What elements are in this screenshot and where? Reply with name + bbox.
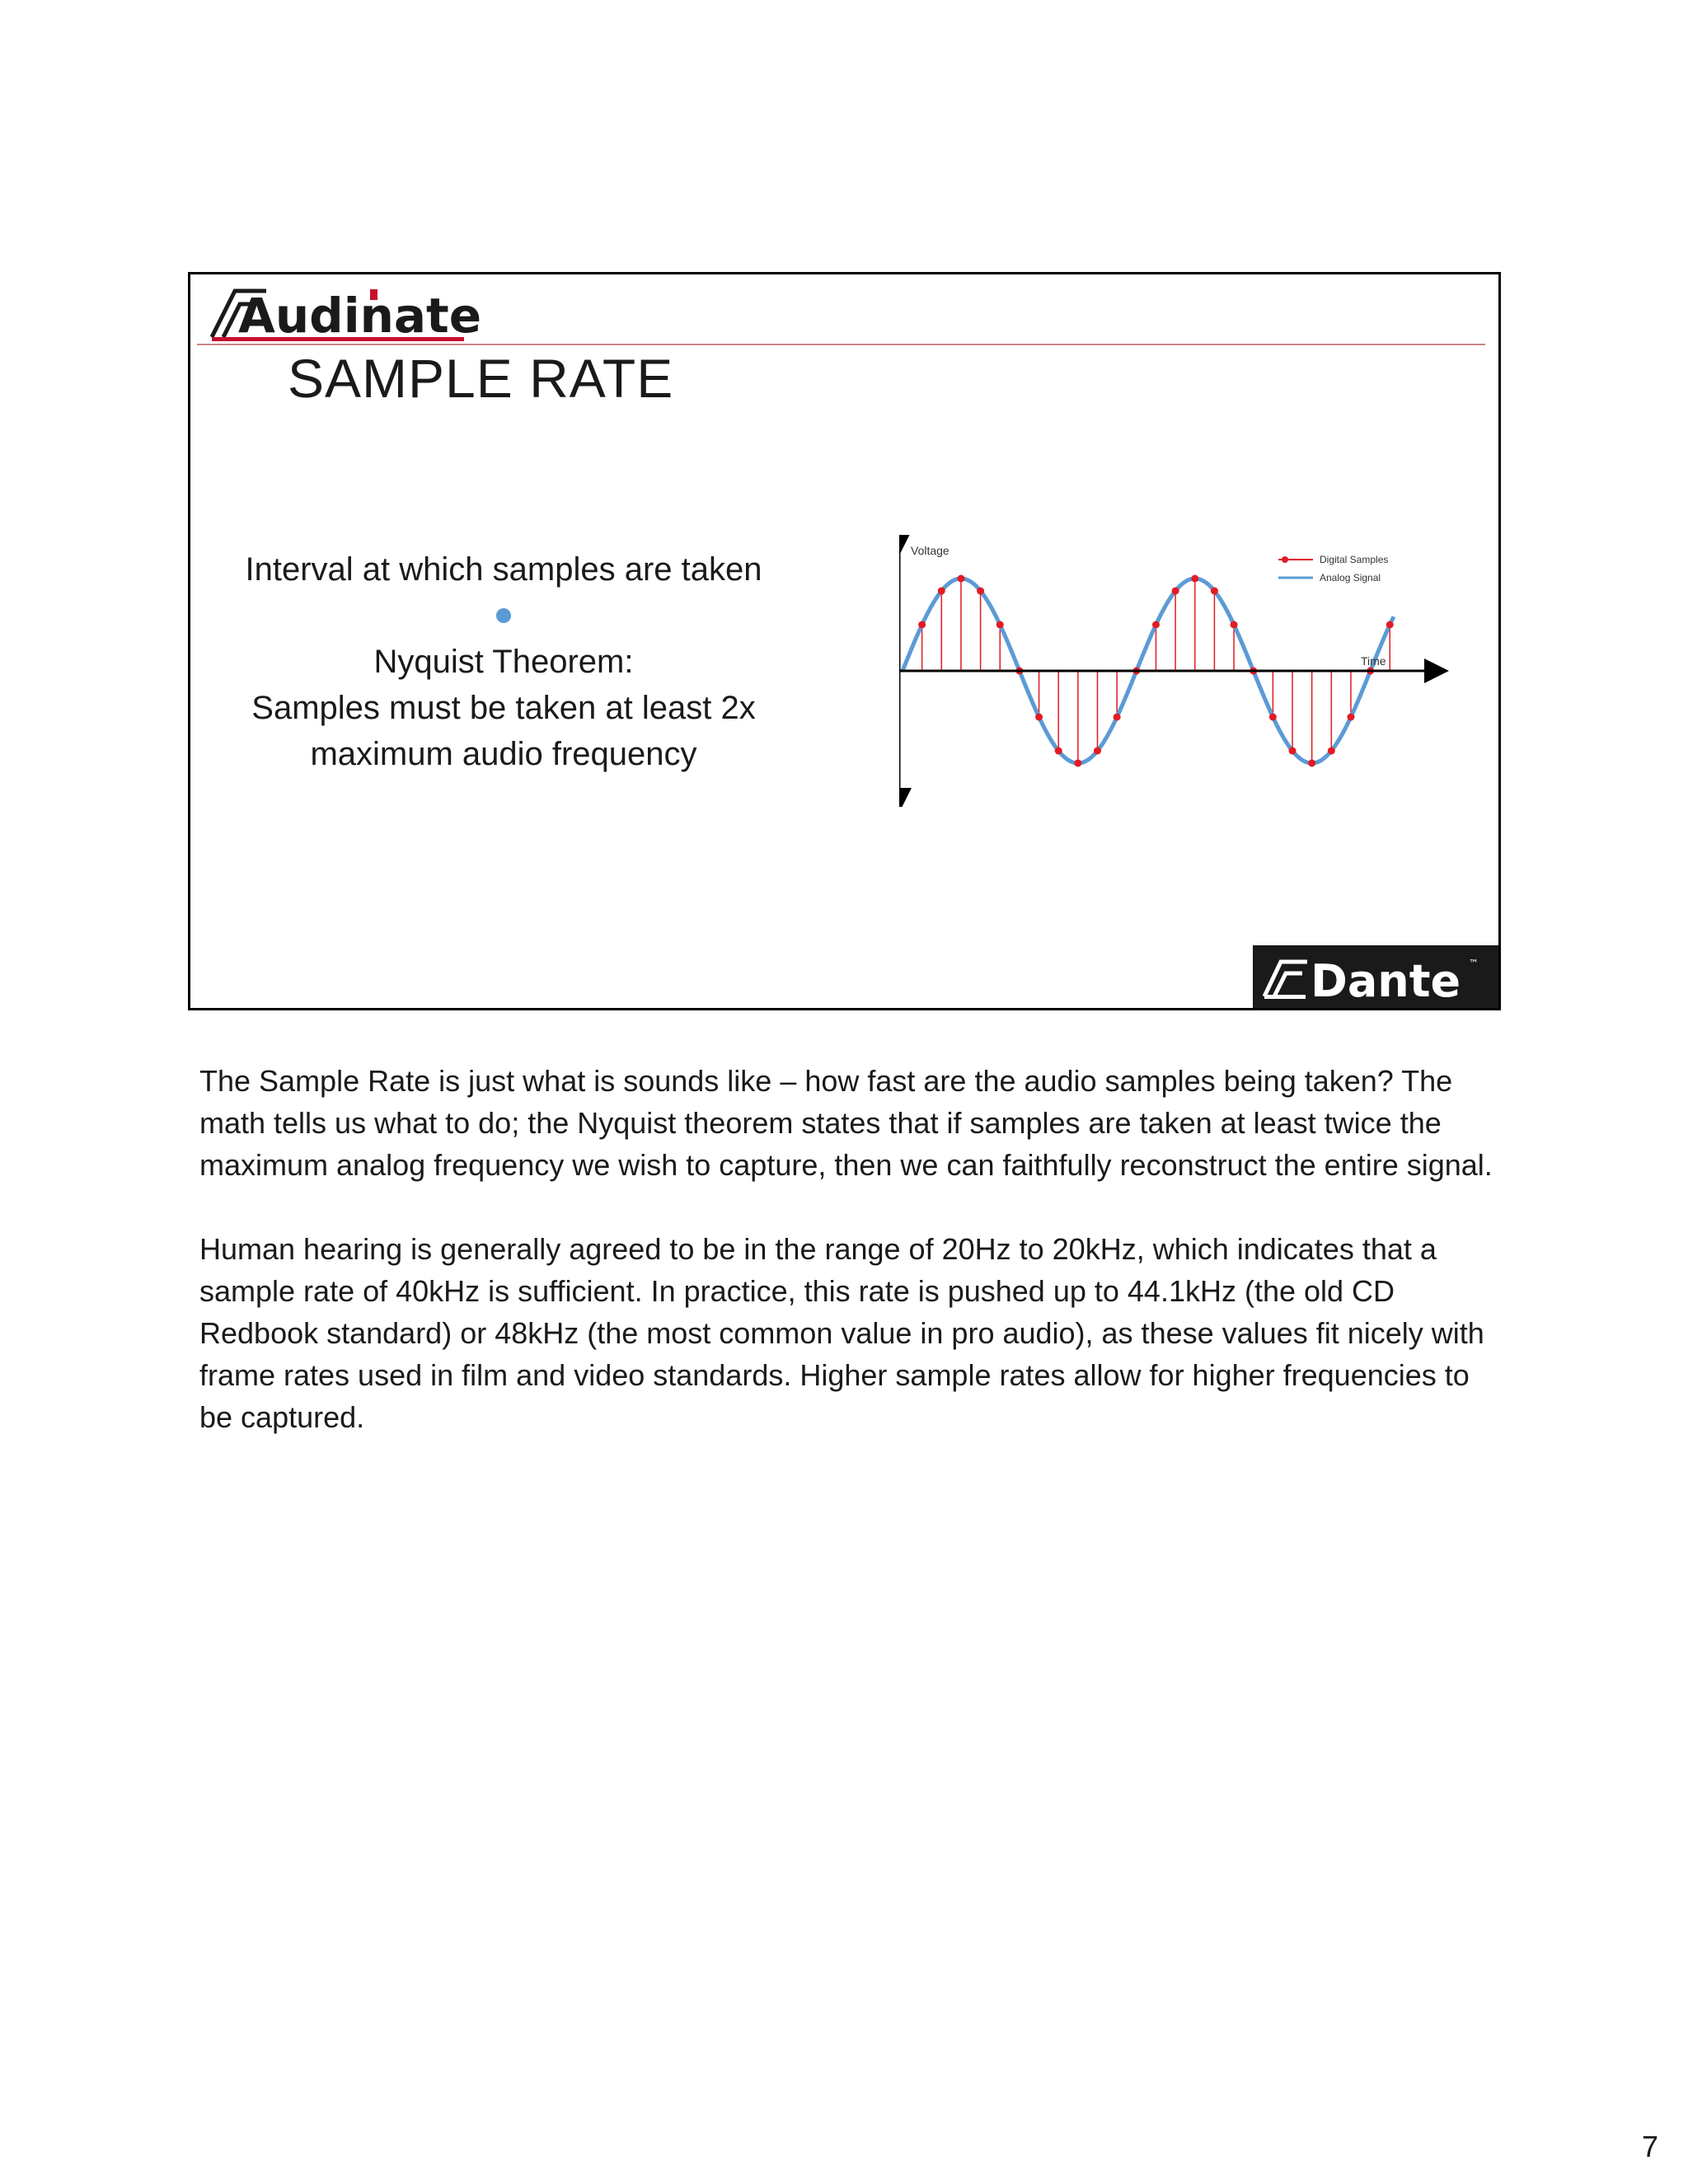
audinate-logo-graphic [207,283,487,345]
bullet-dot [496,608,511,623]
sample-point [1269,714,1277,721]
sample-point [1172,588,1179,595]
audinate-logo-text: Audinate [238,288,482,344]
sample-point [1328,747,1335,754]
bullet-nyquist-body: Samples must be taken at least 2x maximum audio frequency [251,690,756,772]
sample-point [1231,621,1238,629]
sample-point [1347,714,1354,721]
sample-point [1114,714,1121,721]
y-axis-label: Voltage [911,544,950,557]
sample-point [1035,714,1043,721]
slide-title: SAMPLE RATE [288,348,674,409]
sample-point [977,588,984,595]
dante-logo [1253,945,1498,1008]
sample-point [1055,747,1062,754]
x-axis-label: Time [1361,654,1386,668]
page-number: 7 [1641,2130,1658,2163]
speaker-notes [199,1060,1502,1480]
legend-analog-label: Analog Signal [1320,572,1381,583]
sample-point [1191,575,1198,583]
dante-trademark: ™ [1469,958,1479,969]
sample-point [957,575,964,583]
bullet-list [207,546,800,777]
sample-point [938,588,945,595]
bullet-nyquist-heading: Nyquist Theorem: [373,644,634,680]
sample-point [918,621,926,629]
sample-point [1094,747,1101,754]
dante-logo-text: Dante [1311,955,1461,1007]
sample-point [1308,760,1315,767]
sample-point [996,621,1004,629]
audinate-logo [207,283,487,345]
bullet-interval: Interval at which samples are taken [245,551,762,588]
header-rule [197,344,1485,345]
slide-frame [188,272,1501,1010]
sample-point [1289,747,1296,754]
sample-point [1211,588,1218,595]
dante-logo-graphic [1253,945,1498,1008]
chart-svg [899,535,1493,807]
chart-legend [1278,554,1388,583]
sample-point [1074,760,1081,767]
notes-paragraph-2: Human hearing is generally agreed to be in the range of 20Hz to 20kHz, which indicates that a sample rate of 40kHz is sufficient. In practice, this rate is pushed up to 44.1kHz (the old CD Redbook standard) or 48kHz (the most common value in pro audio), as these values fit nicely with frame rates used in film and video standards. Higher sample rates allow for higher frequencies to be captured. [199,1232,1484,1434]
legend-samples-label: Digital Samples [1320,554,1389,565]
sample-rate-chart [899,535,1493,807]
legend-samples-marker [1282,556,1288,563]
sample-point [1386,621,1394,629]
notes-paragraph-1: The Sample Rate is just what is sounds like – how fast are the audio samples being taken? The math tells us what to do; the Nyquist theorem states that if samples are taken at least twice the maximum analog frequency we wish to capture, then we can faithfully reconstruct the entire signal. [199,1064,1493,1182]
sample-point [1152,621,1160,629]
